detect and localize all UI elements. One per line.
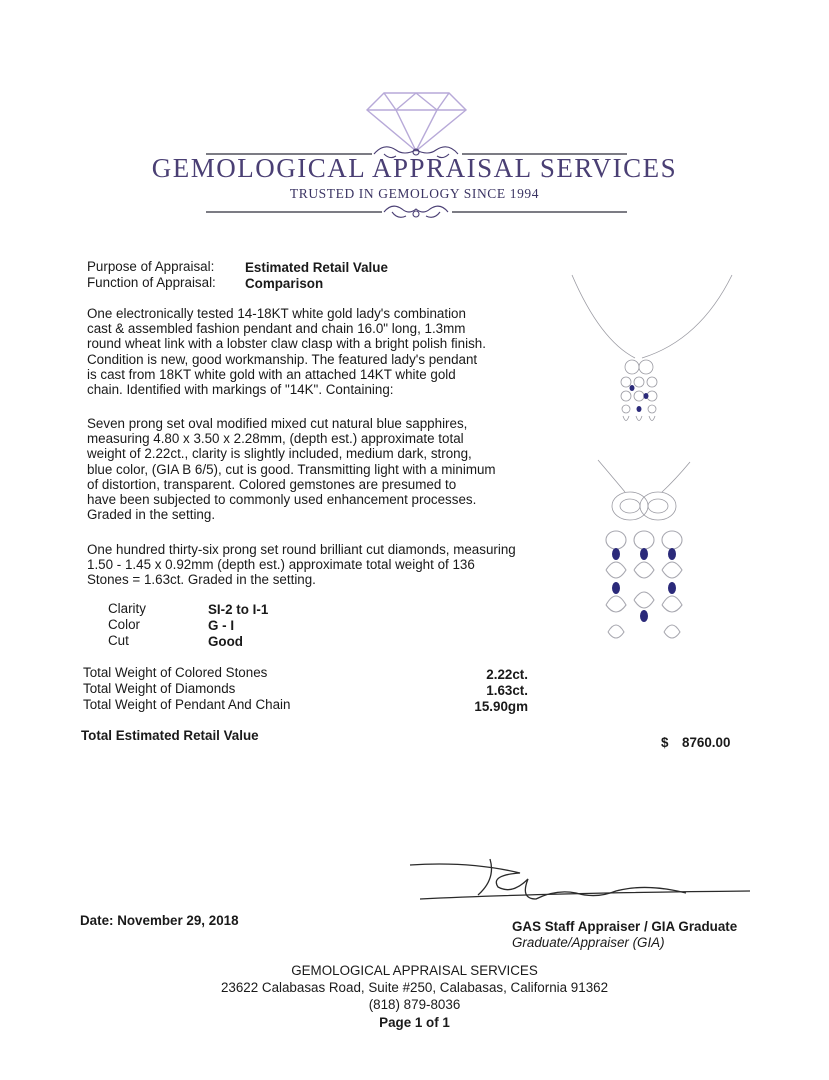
grading-value-clarity: SI-2 to I-1 (208, 602, 269, 617)
grading-value-color: G - I (208, 618, 235, 633)
footer-company: GEMOLOGICAL APPRAISAL SERVICES (291, 963, 538, 978)
text-line: chain. Identified with markings of "14K". Containing: (87, 382, 394, 398)
retail-value-label: Total Estimated Retail Value (81, 728, 259, 743)
total-pendant-chain-label: Total Weight of Pendant And Chain (83, 697, 291, 712)
text-line: of distortion, transparent. Colored gemstones are presumed to (87, 476, 457, 492)
footer-address: 23622 Calabasas Road, Suite #250, Calabasas, California 91362 (220, 980, 609, 995)
grading-label-color: Color (108, 617, 140, 632)
function-label: Function of Appraisal: (87, 275, 216, 290)
retail-value-amount: 8760.00 (682, 735, 731, 750)
appraiser-subtitle: Graduate/Appraiser (GIA) (512, 935, 665, 950)
text-line: 1.50 - 1.45 x 0.92mm (depth est.) approximate total weight of 136 (87, 557, 475, 573)
total-colored-stones-label: Total Weight of Colored Stones (83, 665, 268, 680)
text-line: cast & assembled fashion pendant and chain 16.0" long, 1.3mm (87, 321, 466, 337)
purpose-label: Purpose of Appraisal: (87, 259, 215, 274)
grading-label-cut: Cut (108, 633, 129, 648)
text-line: One hundred thirty-six prong set round brilliant cut diamonds, measuring (87, 542, 516, 557)
total-diamonds-value: 1.63ct. (486, 683, 528, 698)
footer-phone: (818) 879-8036 (368, 997, 461, 1012)
total-diamonds-label: Total Weight of Diamonds (83, 681, 236, 696)
description-paragraph-diamonds (87, 542, 532, 588)
company-tagline: TRUSTED IN GEMOLOGY SINCE 1994 (289, 186, 540, 201)
text-line: blue color, (GIA B 6/5), cut is good. Transmitting light with a minimum (87, 461, 496, 477)
function-value: Comparison (245, 276, 324, 291)
text-line: measuring 4.80 x 3.50 x 2.28mm, (depth est.) approximate total (87, 431, 464, 447)
text-line: Condition is new, good workmanship. The featured lady's pendant (87, 351, 478, 367)
text-line: Seven prong set oval modified mixed cut natural blue sapphires, (87, 416, 468, 431)
retail-currency-symbol: $ (661, 735, 669, 750)
pendant-photo (560, 270, 740, 650)
footer-page-number: Page 1 of 1 (379, 1015, 450, 1030)
text-line: Stones = 1.63ct. Graded in the setting. (87, 572, 316, 588)
text-line: One electronically tested 14-18KT white gold lady's combination (87, 306, 466, 321)
text-line: is cast from 18KT white gold with an attached 14KT white gold (87, 366, 456, 382)
company-name: GEMOLOGICAL APPRAISAL SERVICES (151, 153, 678, 183)
text-line: Graded in the setting. (87, 507, 216, 523)
purpose-value: Estimated Retail Value (245, 260, 388, 275)
appraisal-date: Date: November 29, 2018 (80, 913, 239, 928)
total-pendant-chain-value: 15.90gm (474, 699, 528, 714)
appraiser-title: GAS Staff Appraiser / GIA Graduate (512, 919, 738, 934)
signature-mark (400, 855, 760, 915)
total-colored-stones-value: 2.22ct. (486, 667, 528, 682)
grading-value-cut: Good (208, 634, 243, 649)
text-line: round wheat link with a lobster claw clasp with a bright polish finish. (87, 336, 486, 352)
grading-label-clarity: Clarity (108, 601, 146, 616)
description-paragraph-sapphires (87, 416, 532, 522)
description-paragraph-metal (87, 306, 532, 397)
text-line: weight of 2.22ct., clarity is slightly included, medium dark, strong, (87, 446, 472, 462)
ornamental-scroll-icon (384, 206, 448, 217)
text-line: have been subjected to commonly used enhancement processes. (87, 492, 477, 508)
